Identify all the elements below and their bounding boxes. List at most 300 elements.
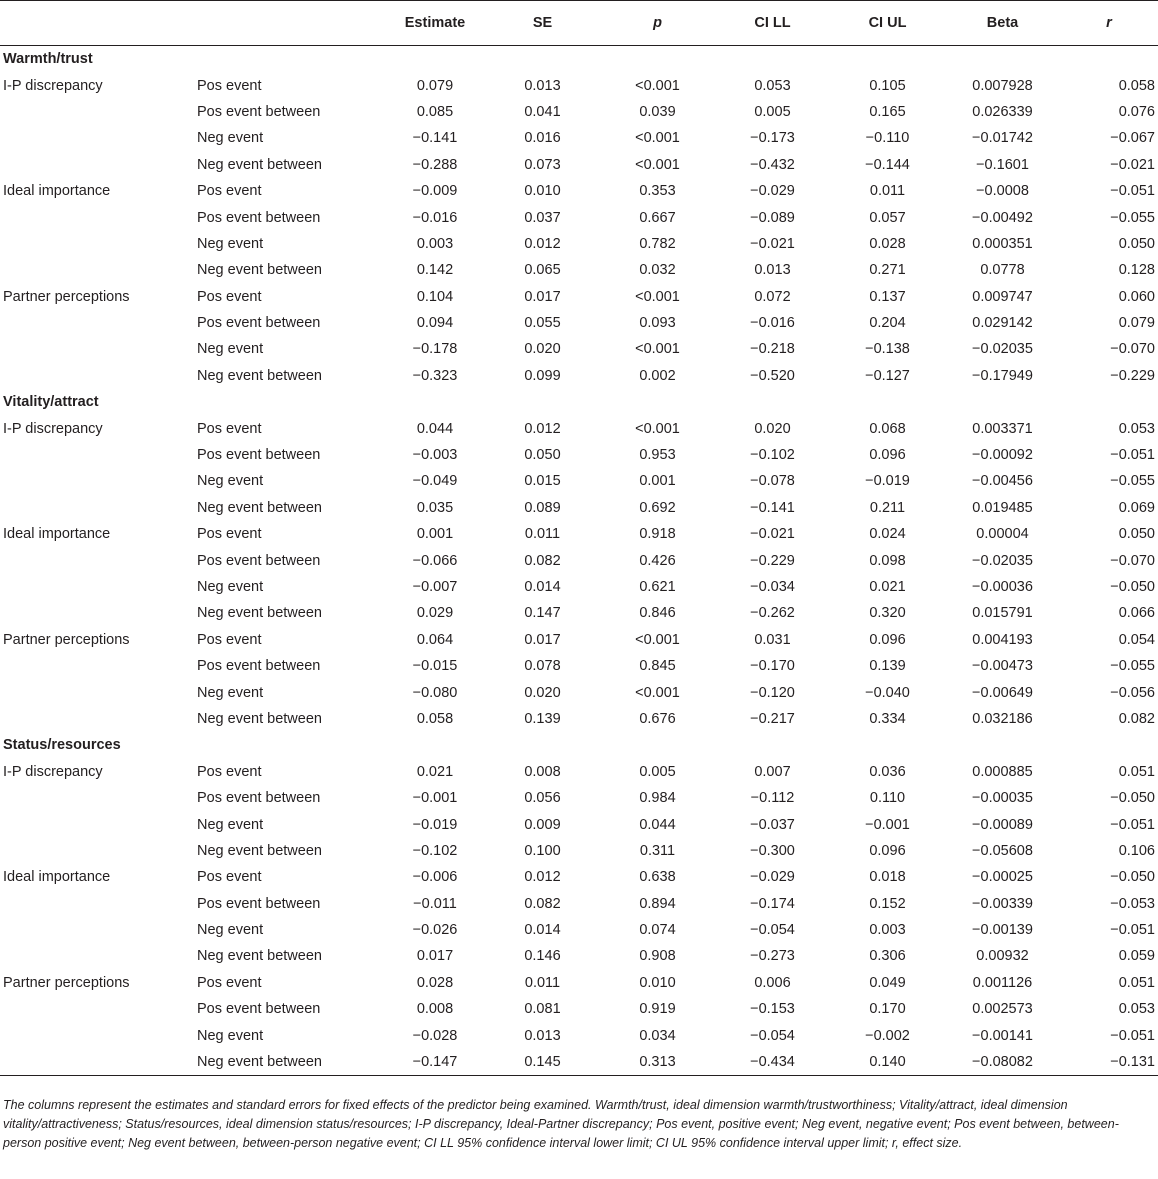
event-label: Neg event between [197, 605, 322, 622]
cell-ci-ul: −0.040 [865, 684, 910, 701]
cell-ci-ll: 0.007 [754, 763, 791, 780]
cell-beta: −0.00339 [972, 895, 1033, 912]
cell-p: <0.001 [635, 130, 680, 147]
measure-label-empty [0, 310, 195, 336]
event-label: Neg event [197, 579, 264, 595]
cell-estimate: −0.147 [385, 1049, 485, 1075]
table-row [0, 442, 1158, 468]
table-row [0, 204, 1158, 230]
cell-ci-ll: 0.006 [754, 974, 791, 991]
event-label: Neg event between [195, 1049, 385, 1075]
cell-beta: −0.00492 [972, 209, 1033, 226]
measure-label-empty [0, 574, 195, 600]
cell-estimate: −0.009 [412, 183, 458, 200]
cell-r: −0.055 [1110, 658, 1155, 675]
cell-se: 0.146 [524, 948, 561, 965]
cell-ci-ul: 0.098 [869, 552, 906, 569]
cell-se: 0.145 [485, 1049, 600, 1075]
cell-estimate: 0.044 [416, 420, 454, 437]
cell-estimate: −0.323 [412, 367, 458, 384]
event-label: Pos event [197, 631, 262, 648]
cell-se: 0.089 [524, 499, 561, 516]
cell-estimate: 0.142 [416, 262, 454, 279]
measure-label: Ideal importance [3, 526, 111, 543]
cell-ci-ll: 0.072 [754, 288, 791, 305]
cell-estimate: −0.178 [412, 341, 458, 358]
cell-ci-ul: 0.105 [869, 77, 906, 94]
cell-ci-ul: 0.140 [830, 1049, 945, 1075]
cell-beta: −0.00035 [972, 790, 1033, 807]
event-label: Neg event between [197, 262, 322, 279]
event-label: Neg event between [197, 156, 322, 173]
cell-ci-ul: −0.138 [865, 341, 910, 358]
cell-beta: −0.00036 [972, 579, 1033, 595]
cell-beta: −0.0008 [976, 183, 1029, 200]
cell-r: 0.079 [1118, 315, 1155, 332]
cell-se: 0.016 [524, 130, 561, 147]
cell-p: 0.311 [639, 842, 676, 859]
cell-se: 0.082 [524, 895, 561, 912]
cell-ci-ul: 0.170 [869, 1001, 906, 1018]
cell-ci-ul: 0.139 [869, 658, 906, 675]
cell-beta: −0.02035 [972, 552, 1033, 569]
cell-p: 0.782 [639, 235, 676, 252]
cell-estimate: 0.058 [416, 710, 454, 727]
section-row [0, 732, 1158, 758]
table-footnote: The columns represent the estimates and standard errors for fixed effects of the predictor being examined. Warmth/trust, ideal dimension warmth/trustworthiness; Vitality/attract, ideal dimension vitality/attractiveness; Status/resources, ideal dimension status/resources; I-P discrepancy, Ideal-Partner discrepancy; Pos event, positive event; Neg event, negative event; Pos event between, between-person positive event; Neg event between, between-person negative event; CI LL 95% confidence interval lower limit; CI UL 95% confidence interval upper limit; r, effect size. [3, 1098, 1119, 1150]
cell-beta: −0.00456 [972, 473, 1033, 490]
event-label: Neg event [197, 922, 264, 939]
cell-ci-ul: −0.144 [865, 156, 910, 173]
measure-label-empty [0, 943, 195, 969]
event-label: Neg event between [197, 842, 322, 859]
cell-ci-ll: −0.021 [750, 235, 795, 252]
cell-p: <0.001 [635, 631, 680, 648]
cell-r: −0.056 [1110, 684, 1155, 701]
cell-r: 0.058 [1118, 77, 1155, 94]
section-row [0, 389, 1158, 415]
header-ci-ll: CI LL [715, 1, 830, 46]
cell-ci-ll: −0.153 [750, 1001, 795, 1018]
cell-estimate: −0.080 [412, 684, 458, 701]
cell-ci-ul: 0.096 [869, 447, 906, 464]
section-title: Vitality/attract [3, 394, 99, 411]
cell-beta: −0.00089 [972, 816, 1033, 833]
event-label: Neg event [197, 235, 264, 252]
table-row [0, 231, 1158, 257]
cell-ci-ll: −0.434 [715, 1049, 830, 1075]
event-label: Pos event [197, 974, 262, 991]
cell-p: <0.001 [635, 288, 680, 305]
measure-label-empty [0, 231, 195, 257]
cell-r: −0.021 [1110, 156, 1155, 173]
cell-ci-ll: −0.029 [750, 183, 795, 200]
cell-ci-ul: −0.019 [865, 473, 910, 490]
measure-label-empty [0, 679, 195, 705]
cell-ci-ul: 0.036 [869, 763, 906, 780]
cell-p: <0.001 [635, 341, 680, 358]
cell-ci-ll: 0.013 [754, 262, 791, 279]
cell-beta: −0.00473 [972, 658, 1033, 675]
cell-p: 0.002 [639, 367, 676, 384]
cell-r: 0.076 [1118, 103, 1155, 120]
cell-ci-ll: 0.053 [754, 77, 791, 94]
event-label: Pos event between [197, 1001, 321, 1018]
cell-p: 0.692 [639, 499, 676, 516]
cell-estimate: 0.104 [416, 288, 454, 305]
cell-se: 0.009 [524, 816, 561, 833]
cell-ci-ul: 0.011 [869, 183, 906, 200]
cell-estimate: −0.066 [412, 552, 458, 569]
table-row [0, 72, 1158, 98]
cell-ci-ll: −0.021 [750, 526, 795, 543]
table-row [0, 627, 1158, 653]
cell-p: 0.093 [639, 315, 676, 332]
cell-se: 0.011 [524, 974, 561, 991]
cell-se: 0.012 [524, 869, 561, 886]
cell-se: 0.011 [524, 526, 561, 543]
table-row [0, 125, 1158, 151]
cell-r: 0.053 [1118, 1001, 1155, 1018]
cell-estimate: −0.049 [412, 473, 458, 490]
cell-estimate: 0.079 [416, 77, 454, 94]
cell-beta: 0.026339 [972, 103, 1033, 120]
cell-p: <0.001 [635, 684, 680, 701]
table-row [0, 415, 1158, 441]
cell-estimate: 0.017 [416, 948, 454, 965]
cell-beta: 0.009747 [972, 288, 1033, 305]
measure-label-empty [0, 891, 195, 917]
measure-label: I-P discrepancy [3, 77, 103, 94]
event-label: Neg event between [197, 948, 322, 965]
section-title: Warmth/trust [3, 51, 93, 68]
event-label: Pos event [197, 869, 262, 886]
table-body [0, 46, 1158, 1076]
cell-se: 0.055 [524, 315, 561, 332]
cell-p: 0.919 [639, 1001, 676, 1018]
cell-se: 0.015 [524, 473, 561, 490]
cell-r: 0.128 [1118, 262, 1155, 279]
event-label: Pos event between [197, 209, 321, 226]
cell-se: 0.010 [524, 183, 561, 200]
table-row [0, 495, 1158, 521]
event-label: Neg event between [197, 499, 322, 516]
cell-estimate: −0.028 [412, 1027, 458, 1044]
cell-ci-ll: −0.300 [750, 842, 795, 859]
event-label: Pos event [197, 77, 262, 94]
measure-label-empty [0, 125, 195, 151]
table-row [0, 99, 1158, 125]
cell-ci-ul: 0.018 [869, 869, 906, 886]
cell-estimate: 0.064 [416, 631, 454, 648]
table-row [0, 600, 1158, 626]
cell-ci-ul: 0.049 [869, 974, 906, 991]
cell-beta: −0.08082 [945, 1049, 1060, 1075]
event-label: Neg event [197, 816, 264, 833]
cell-se: 0.065 [524, 262, 561, 279]
cell-ci-ul: 0.110 [869, 790, 906, 807]
cell-ci-ll: −0.170 [750, 658, 795, 675]
cell-ci-ll: −0.141 [750, 499, 795, 516]
cell-beta: 0.003371 [972, 420, 1033, 437]
cell-r: 0.069 [1118, 499, 1155, 516]
cell-se: 0.020 [524, 684, 561, 701]
cell-ci-ul: 0.334 [869, 710, 906, 727]
table-row [0, 943, 1158, 969]
cell-ci-ul: 0.211 [869, 499, 906, 516]
measure-label-empty [0, 257, 195, 283]
cell-beta: 0.004193 [972, 631, 1033, 648]
cell-se: 0.099 [524, 367, 561, 384]
cell-ci-ll: 0.031 [754, 631, 791, 648]
cell-estimate: −0.015 [412, 658, 458, 675]
cell-estimate: 0.085 [416, 103, 454, 120]
cell-estimate: 0.003 [416, 235, 454, 252]
cell-ci-ul: 0.165 [869, 103, 906, 120]
cell-r: 0.082 [1118, 710, 1155, 727]
section-row [0, 46, 1158, 73]
table-row [0, 785, 1158, 811]
cell-se: 0.008 [524, 763, 561, 780]
cell-r: 0.060 [1118, 288, 1155, 305]
cell-p: 0.039 [639, 103, 676, 120]
event-label: Neg event between [197, 710, 322, 727]
event-label: Pos event between [197, 658, 321, 675]
cell-p: 0.353 [639, 183, 676, 200]
event-label: Pos event [197, 526, 262, 543]
measure-label-empty [0, 706, 195, 732]
cell-ci-ll: −0.218 [750, 341, 795, 358]
measure-label-empty [0, 785, 195, 811]
cell-ci-ll: −0.229 [750, 552, 795, 569]
table-row [0, 996, 1158, 1022]
cell-beta: 0.001126 [972, 974, 1033, 991]
cell-r: −0.053 [1110, 895, 1155, 912]
cell-se: 0.050 [524, 447, 561, 464]
cell-r: −0.050 [1110, 869, 1155, 886]
cell-r: −0.050 [1110, 579, 1155, 595]
cell-estimate: −0.141 [412, 130, 458, 147]
cell-beta: −0.00025 [972, 869, 1033, 886]
cell-p: 0.426 [639, 552, 676, 569]
cell-se: 0.056 [524, 790, 561, 807]
cell-se: 0.017 [524, 288, 561, 305]
cell-r: −0.051 [1110, 922, 1155, 939]
header-r: r [1060, 1, 1158, 46]
measure-label-empty [0, 1049, 195, 1075]
cell-se: 0.082 [524, 552, 561, 569]
table-row [0, 811, 1158, 837]
cell-p: <0.001 [635, 156, 680, 173]
cell-ci-ll: −0.078 [750, 473, 795, 490]
cell-beta: −0.00649 [972, 684, 1033, 701]
cell-p: 0.908 [639, 948, 676, 965]
event-label: Pos event [197, 763, 262, 780]
cell-ci-ll: −0.029 [750, 869, 795, 886]
table-row [0, 363, 1158, 389]
cell-estimate: −0.026 [412, 922, 458, 939]
cell-ci-ll: −0.217 [750, 710, 795, 727]
cell-estimate: 0.035 [416, 499, 454, 516]
cell-beta: 0.000351 [972, 235, 1033, 252]
cell-ci-ul: 0.271 [869, 262, 906, 279]
cell-ci-ll: −0.089 [750, 209, 795, 226]
cell-beta: 0.000885 [972, 763, 1033, 780]
table-row [0, 864, 1158, 890]
table-row [0, 521, 1158, 547]
cell-ci-ll: −0.112 [750, 790, 795, 807]
cell-ci-ul: 0.003 [869, 922, 906, 939]
cell-r: −0.067 [1110, 130, 1155, 147]
cell-ci-ul: 0.096 [869, 842, 906, 859]
header-p: p [600, 1, 715, 46]
cell-p: 0.621 [639, 579, 676, 595]
cell-beta: −0.00141 [972, 1027, 1033, 1044]
cell-estimate: 0.021 [416, 763, 454, 780]
cell-ci-ll: −0.016 [750, 315, 795, 332]
cell-p: 0.313 [600, 1049, 715, 1075]
cell-estimate: −0.102 [412, 842, 458, 859]
cell-ci-ll: −0.054 [750, 922, 795, 939]
table-row [0, 679, 1158, 705]
table-row [0, 547, 1158, 573]
measure-label-empty [0, 1022, 195, 1048]
cell-p: 0.846 [639, 605, 676, 622]
measure-label-empty [0, 336, 195, 362]
cell-se: 0.012 [524, 235, 561, 252]
cell-ci-ll: −0.102 [750, 447, 795, 464]
cell-p: 0.984 [639, 790, 676, 807]
cell-se: 0.014 [524, 579, 561, 595]
cell-se: 0.013 [524, 77, 561, 94]
cell-r: −0.051 [1110, 816, 1155, 833]
cell-r: −0.051 [1110, 183, 1155, 200]
cell-p: 0.667 [639, 209, 676, 226]
cell-ci-ul: 0.096 [869, 631, 906, 648]
cell-r: −0.070 [1110, 552, 1155, 569]
measure-label-empty [0, 468, 195, 494]
cell-p: <0.001 [635, 77, 680, 94]
header-se: SE [485, 1, 600, 46]
measure-label-empty [0, 363, 195, 389]
cell-beta: −0.00139 [972, 922, 1033, 939]
cell-p: 0.010 [639, 974, 676, 991]
cell-estimate: −0.011 [413, 895, 457, 912]
table-row [0, 310, 1158, 336]
cell-se: 0.020 [524, 341, 561, 358]
table-row [0, 1049, 1158, 1075]
cell-beta: −0.02035 [972, 341, 1033, 358]
cell-estimate: −0.288 [412, 156, 458, 173]
cell-se: 0.013 [524, 1027, 561, 1044]
cell-beta: 0.029142 [972, 315, 1033, 332]
measure-label: Ideal importance [3, 869, 111, 886]
cell-r: 0.050 [1118, 235, 1155, 252]
cell-r: −0.229 [1110, 367, 1155, 384]
measure-label-empty [0, 99, 195, 125]
cell-r: 0.066 [1118, 605, 1155, 622]
event-label: Pos event between [197, 447, 321, 464]
cell-ci-ll: −0.520 [750, 367, 795, 384]
cell-r: −0.050 [1110, 790, 1155, 807]
cell-ci-ll: −0.432 [750, 156, 795, 173]
header-estimate: Estimate [385, 1, 485, 46]
cell-r: −0.131 [1060, 1049, 1158, 1075]
cell-p: 0.953 [639, 447, 676, 464]
cell-r: 0.051 [1118, 974, 1155, 991]
table-row [0, 653, 1158, 679]
cell-beta: 0.00932 [976, 948, 1029, 965]
event-label: Neg event [197, 684, 264, 701]
table-row [0, 574, 1158, 600]
cell-ci-ul: 0.057 [869, 209, 906, 226]
table-row [0, 468, 1158, 494]
cell-p: 0.845 [639, 658, 676, 675]
header-row [0, 1, 1158, 46]
cell-se: 0.139 [524, 710, 561, 727]
cell-se: 0.014 [524, 922, 561, 939]
cell-beta: −0.17949 [972, 367, 1033, 384]
cell-p: 0.005 [639, 763, 676, 780]
cell-r: 0.054 [1118, 631, 1155, 648]
measure-label: Partner perceptions [3, 631, 130, 648]
measure-label: Ideal importance [3, 183, 111, 200]
header-event [195, 1, 385, 46]
event-label: Neg event [197, 473, 264, 490]
table-row [0, 970, 1158, 996]
cell-r: −0.055 [1110, 473, 1155, 490]
measure-label-empty [0, 653, 195, 679]
cell-ci-ul: −0.127 [865, 367, 910, 384]
measure-label: I-P discrepancy [3, 420, 103, 437]
cell-estimate: −0.003 [412, 447, 458, 464]
cell-ci-ll: −0.120 [750, 684, 795, 701]
measure-label-empty [0, 996, 195, 1022]
event-label: Pos event between [197, 103, 321, 120]
table-row [0, 284, 1158, 310]
cell-r: 0.051 [1118, 763, 1155, 780]
cell-r: −0.055 [1110, 209, 1155, 226]
cell-ci-ul: 0.320 [869, 605, 906, 622]
measure-label-empty [0, 811, 195, 837]
cell-estimate: 0.029 [416, 605, 454, 622]
cell-r: −0.070 [1110, 341, 1155, 358]
table-row [0, 706, 1158, 732]
cell-beta: −0.01742 [972, 130, 1033, 147]
cell-p: 0.074 [639, 922, 676, 939]
cell-beta: 0.002573 [972, 1001, 1033, 1018]
cell-ci-ul: −0.002 [865, 1027, 910, 1044]
event-label: Pos event between [197, 790, 321, 807]
event-label: Neg event [197, 1027, 264, 1044]
cell-beta: 0.015791 [972, 605, 1033, 622]
section-title: Status/resources [3, 737, 121, 754]
table-row [0, 891, 1158, 917]
cell-ci-ll: 0.020 [754, 420, 791, 437]
cell-se: 0.081 [524, 1001, 561, 1018]
cell-se: 0.012 [524, 420, 561, 437]
cell-p: 0.001 [639, 473, 676, 490]
cell-ci-ul: 0.068 [869, 420, 906, 437]
cell-estimate: −0.019 [412, 816, 458, 833]
cell-estimate: 0.001 [416, 526, 454, 543]
measure-label-empty [0, 917, 195, 943]
event-label: Pos event [197, 420, 262, 437]
event-label: Neg event between [197, 367, 322, 384]
event-label: Pos event [197, 183, 262, 200]
cell-se: 0.147 [524, 605, 561, 622]
measure-label-empty [0, 204, 195, 230]
